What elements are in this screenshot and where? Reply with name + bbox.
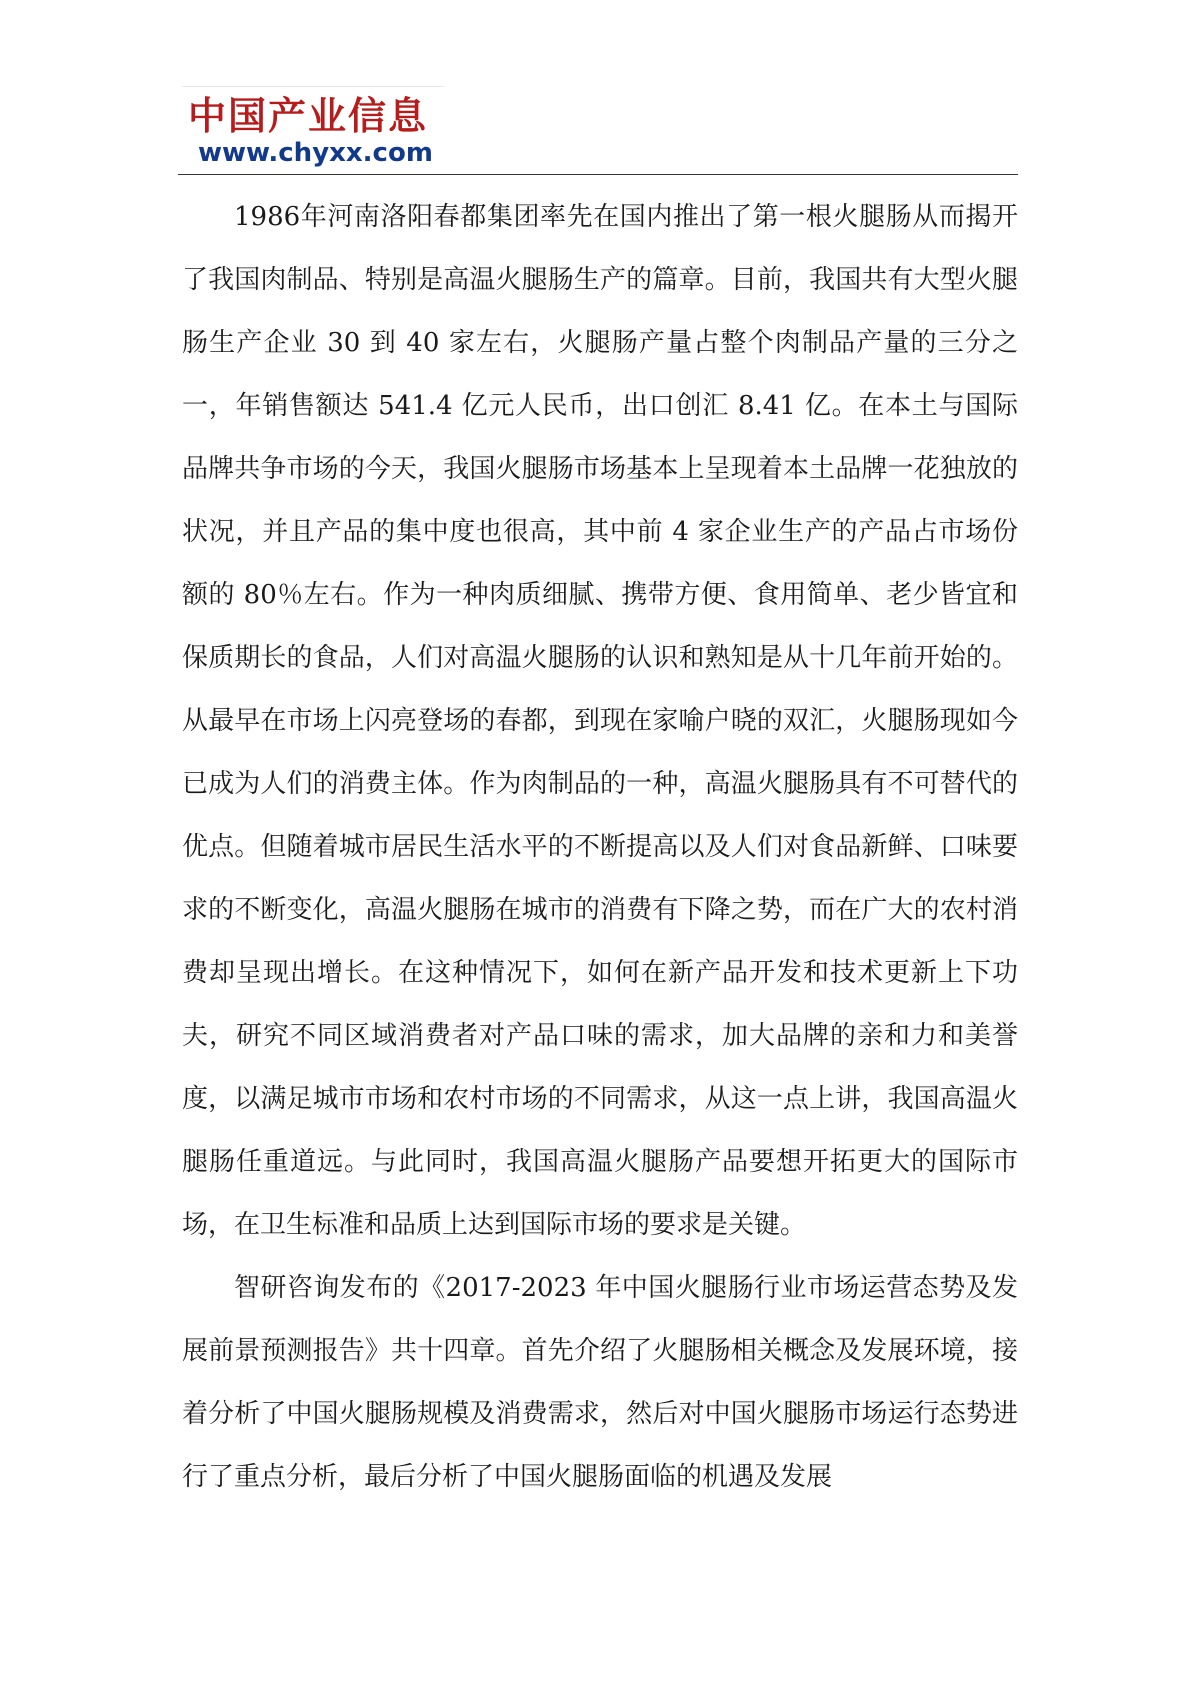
- paragraph: 1986年河南洛阳春都集团率先在国内推出了第一根火腿肠从而揭开了我国肉制品、特别是高温火腿肠生产的篇章。目前，我国共有大型火腿肠生产企业 30 到 40 家左右，火腿肠产量占整个肉制品产量的三分之一，年销售额达 541.4 亿元人民币，出口创汇 8.41 亿。在本土与国际品牌共争市场的今天，我国火腿肠市场基本上呈现着本土品牌一花独放的状况，并且产品的集中度也很高，其中前 4 家企业生产的产品占市场份额的 80％左右。作为一种肉质细腻、携带方便、食用简单、老少皆宜和保质期长的食品，人们对高温火腿肠的认识和熟知是从十几年前开始的。从最早在市场上闪亮登场的春都，到现在家喻户晓的双汇，火腿肠现如今已成为人们的消费主体。作为肉制品的一种，高温火腿肠具有不可替代的优点。但随着城市居民生活水平的不断提高以及人们对食品新鲜、口味要求的不断变化，高温火腿肠在城市的消费有下降之势，而在广大的农村消费却呈现出增长。在这种情况下，如何在新产品开发和技术更新上下功夫，研究不同区域消费者对产品口味的需求，加大品牌的亲和力和美誉度，以满足城市市场和农村市场的不同需求，从这一点上讲，我国高温火腿肠任重道远。与此同时，我国高温火腿肠产品要想开拓更大的国际市场，在卫生标准和品质上达到国际市场的要求是关键。: [182, 202, 1018, 1240]
- logo-top-rule: [182, 86, 444, 87]
- logo-title: 中国产业信息: [188, 94, 429, 138]
- logo-url: www.chyxx.com: [198, 138, 433, 168]
- paragraph: 智研咨询发布的《2017-2023 年中国火腿肠行业市场运营态势及发展前景预测报告》共十四章。首先介绍了火腿肠相关概念及发展环境，接着分析了中国火腿肠规模及消费需求，然后对中国火腿肠市场运行态势进行了重点分析，最后分析了中国火腿肠面临的机遇及发展: [182, 1273, 1018, 1492]
- document-body: [182, 186, 1018, 1509]
- page-header: [178, 80, 1018, 176]
- header-divider: [178, 174, 1018, 175]
